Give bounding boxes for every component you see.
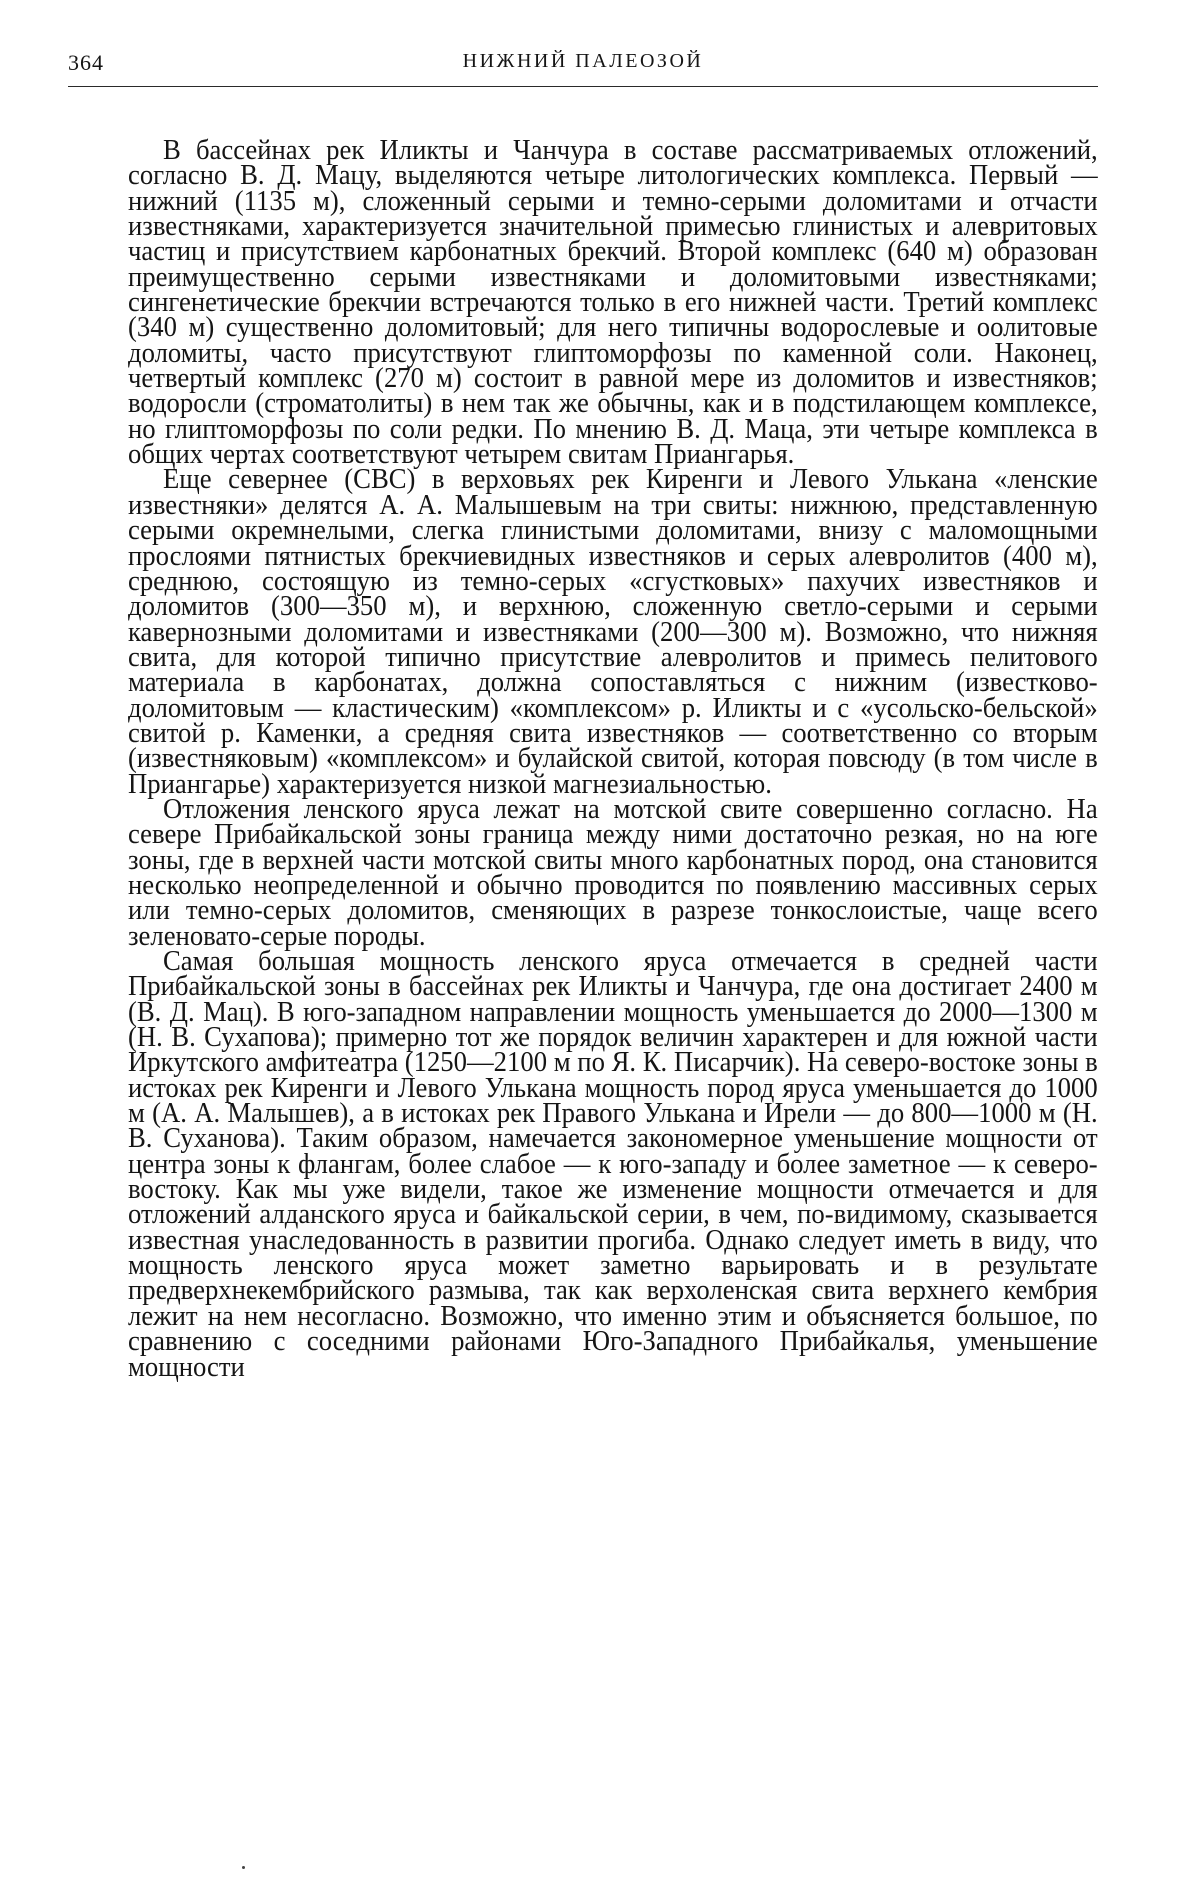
body-text [128,134,1098,1383]
paragraph-1: В бассейнах рек Иликты и Чанчура в составе рассматриваемых отложений, согласно В. Д. Мацу, выделяются четыре литологических комплекса. Первый — нижний (1135 м), сложенный серыми и темно-серыми доломитами и отчасти известняками, характеризуется значительной примесью глинистых и алевритовых частиц и присутствием карбонатных брекчий. Второй комплекс (640 м) образован преимущественно серыми известняками и доломитовыми известняками; сингенетические брекчии встречаются только в его нижней части. Третий комплекс (340 м) существенно доломитовый; для него типичны водорослевые и оолитовые доломиты, часто присутствуют глиптоморфозы по каменной соли. Наконец, четвертый комплекс (270 м) состоит в равной мере из доломитов и известняков; водоросли (строматолиты) в нем так же обычны, как и в подстилающем комплексе, но глиптоморфозы по соли редки. По мнению В. Д. Маца, эти четыре комплекса в общих чертах соответствуют четырем свитам Приангарья. [128,134,1098,471]
page-number: 364 [68,50,104,75]
running-head [68,50,1098,87]
paragraph-3: Отложения ленского яруса лежат на мотской свите совершенно согласно. На севере Прибайкальской зоны граница между ними достаточно резкая, но на юге зоны, где в верхней части мотской свиты много карбонатных пород, она становится несколько неопределенной и обычно проводится по появлению массивных серых или темно-серых доломитов, сменяющих в разрезе тонкослоистые, чаще всего зеленовато-серые породы. [128,792,1098,952]
running-head-title: НИЖНИЙ ПАЛЕОЗОЙ [462,50,704,72]
print-speck [242,1866,245,1869]
paragraph-2: Еще севернее (СВС) в верховьях рек Киренги и Левого Улькана «ленские известняки» делятся А. А. Малышевым на три свиты: нижнюю, представленную серыми окремнелыми, слегка глинистыми доломитами, внизу с маломощными прослоями пятнистых брекчиевидных известняков и серых алевролитов (400 м), среднюю, состоящую из темно-серых «сгустковых» пахучих известняков и доломитов (300—350 м), и верхнюю, сложенную светло-серыми и серыми кавернозными доломитами и известняками (200—300 м). Возможно, что нижняя свита, для которой типично присутствие алевролитов и примесь пелитового материала в карбонатах, должна сопоставляться с нижним (известково-доломитовым — кластическим) «комплексом» р. Иликты и с «усольско-бельской» свитой р. Каменки, а средняя свита известняков — соответственно со вторым (известняковым) «комплексом» и булайской свитой, которая повсюду (в том числе в Приангарье) характеризуется низкой магнезиальностью. [128,463,1098,800]
paragraph-4: Самая большая мощность ленского яруса отмечается в средней части Прибайкальской зоны в бассейнах рек Иликты и Чанчура, где она достигает 2400 м (В. Д. Мац). В юго-западном направлении мощность уменьшается до 2000—1300 м (Н. В. Сухапова); примерно тот же порядок величин характерен и для южной части Иркутского амфитеатра (1250—2100 м по Я. К. Писарчик). На северо-востоке зоны в истоках рек Киренги и Левого Улькана мощность пород яруса уменьшается до 1000 м (А. А. Малышев), а в истоках рек Правого Улькана и Ирели — до 800—1000 м (Н. В. Суханова). Таким образом, намечается закономерное уменьшение мощности от центра зоны к флангам, более слабое — к юго-западу и более заметное — к северо-востоку. Как мы уже видели, такое же изменение мощности отмечается и для отложений алданского яруса и байкальской серии, в чем, по-видимому, сказывается известная унаследованность в развитии прогиба. Однако следует иметь в виду, что мощность ленского яруса может заметно варьировать и в результате предверхнекембрийского размыва, так как верхоленская свита верхнего кембрия лежит на нем несогласно. Возможно, что именно этим и объясняется большое, по сравнению с соседними районами Юго-Западного Прибайкалья, уменьшение мощности [128,945,1098,1383]
